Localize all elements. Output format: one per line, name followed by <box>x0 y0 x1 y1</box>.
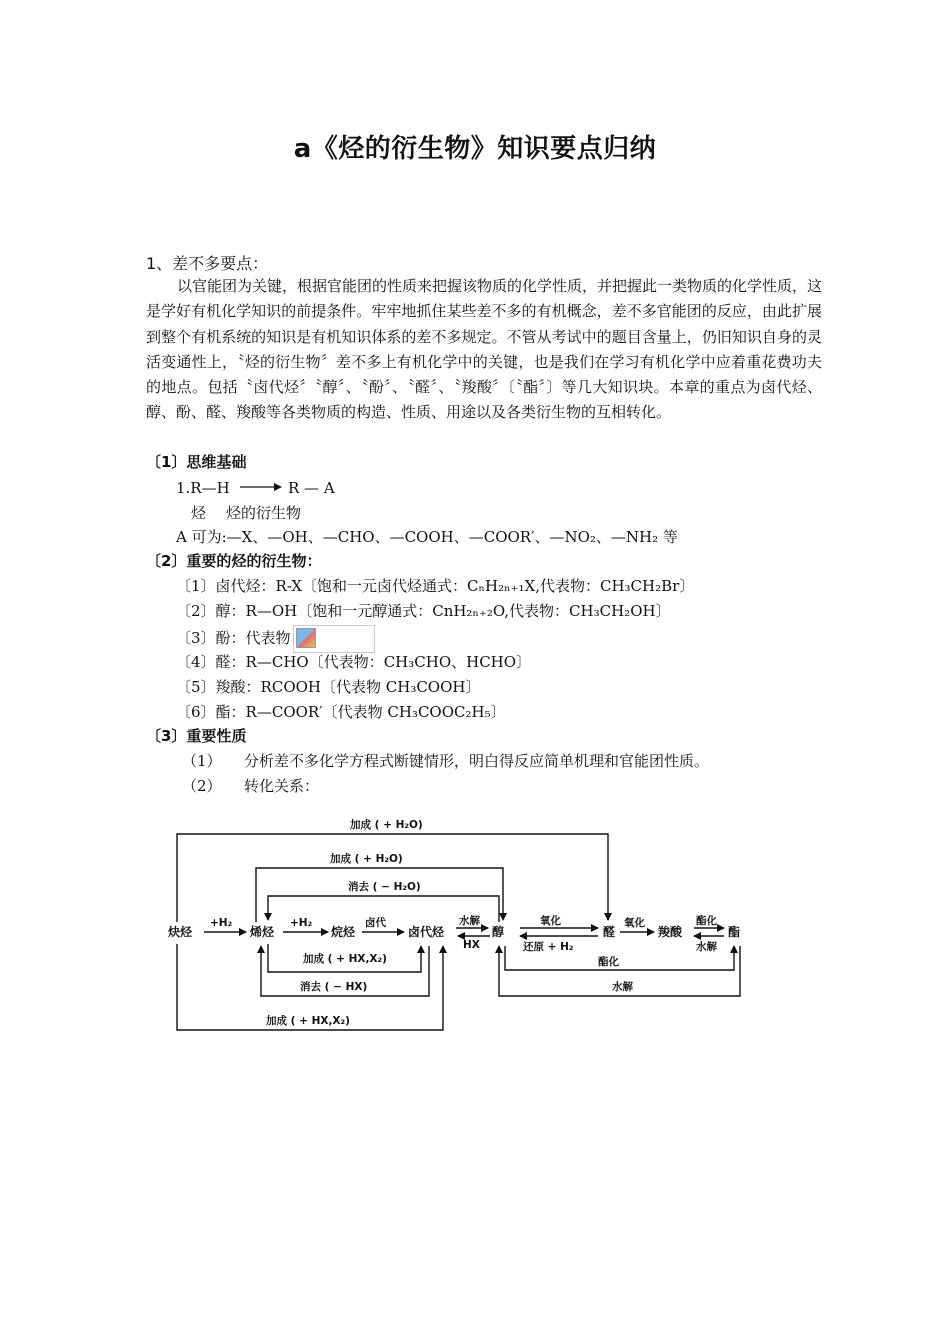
label-loop-eliminate-h2o: 消去 ( − H₂O) <box>348 881 421 893</box>
property-num: （1） <box>182 752 222 770</box>
derivative-item <box>176 625 375 653</box>
reaction-left: 1.R—H <box>176 479 230 497</box>
derivatives-heading: 〔2〕重要的烃的衍生物： <box>146 552 322 570</box>
properties-heading: 〔3〕重要性质 <box>146 727 247 745</box>
label-hx: HX <box>463 939 480 951</box>
node-alkene: 烯烃 <box>250 925 275 939</box>
label-esterification: 酯化 <box>696 915 717 927</box>
derivative-item: 〔2〕醇：R—OH〔饱和一元醇通式：CnH₂ₙ₊₂O,代表物：CH₃CH₂OH〕 <box>176 602 671 620</box>
label-oxidation-2: 氧化 <box>624 917 645 929</box>
property-num: （2） <box>182 777 222 795</box>
label-hydrolysis-2: 水解 <box>696 941 717 953</box>
node-ester: 酯 <box>728 925 741 939</box>
label-add-h2-2: +H₂ <box>290 917 313 929</box>
phenol-image-placeholder <box>293 625 375 653</box>
derivative-item: 〔5〕羧酸：RCOOH〔代表物 CH₃COOH〕 <box>176 678 481 696</box>
basis-heading: 〔1〕思维基础 <box>146 453 247 471</box>
label-derivative: 烃的衍生物 <box>226 504 302 522</box>
derivative-item: 〔4〕醛：R—CHO〔代表物：CH₃CHO、HCHO〕 <box>176 653 532 671</box>
label-hydrolysis: 水解 <box>459 915 480 927</box>
label-loop-add-hx-2: 加成 ( + HX,X₂) <box>266 1015 350 1027</box>
label-hydrocarbon: 烃 <box>191 504 207 522</box>
derivative-item-label: 〔3〕酚：代表物 <box>176 629 291 647</box>
page-title: a《烃的衍生物》知识要点归纳 <box>293 134 657 164</box>
label-loop-eliminate-hx: 消去 ( − HX) <box>300 981 368 993</box>
intro-paragraph: 以官能团为关键，根据官能团的性质来把握该物质的化学性质，并把握此一类物质的化学性质，这是学好有机化学知识的前提条件。牢牢地抓住某些差不多的有机概念，差不多官能团的反应，由此扩展到整个有机系统的知识是有机知识体系的差不多规定。不管从考试中的题目含量上，仍旧知识自身的灵活变通性上，〝烃的衍生物〞差不多上有机化学中的关键，也是我们在学习有机化学中应着重花费功夫的地点。包括〝卤代烃〞〝醇〞、〝酚〞、〝醛〞、〝羧酸〞〔〝酯〞〕等几大知识块。本章的重点为卤代烃、醇、酚、醛、羧酸等各类物质的构造、性质、用途以及各类衍生物的互相转化。 <box>146 277 823 422</box>
reaction-arrow <box>238 480 284 494</box>
label-halogenation: 卤代 <box>365 917 386 929</box>
label-loop-add-h2o-1: 加成 ( + H₂O) <box>350 819 423 831</box>
label-reduction: 还原 + H₂ <box>523 941 574 953</box>
reaction-right: R — A <box>288 479 335 497</box>
node-alkyne: 炔烃 <box>168 925 193 939</box>
label-loop-add-hx-1: 加成 ( + HX,X₂) <box>303 953 387 965</box>
property-text: 转化关系： <box>244 777 320 795</box>
label-add-h2-1: +H₂ <box>210 917 233 929</box>
node-halide: 卤代烃 <box>408 925 445 939</box>
label-loop-esterification: 酯化 <box>598 956 619 968</box>
section-heading: 1、差不多要点： <box>146 254 269 273</box>
property-text: 分析差不多化学方程式断键情形，明白得反应简单机理和官能团性质。 <box>244 752 710 770</box>
a-can-be: A 可为:—X、—OH、—CHO、—COOH、—COOR′、—NO₂、—NH₂ 等 <box>176 528 678 546</box>
label-loop-add-h2o-2: 加成 ( + H₂O) <box>330 853 403 865</box>
node-alkane: 烷烃 <box>331 925 356 939</box>
broken-image-icon <box>296 628 316 648</box>
node-aldehyde: 醛 <box>603 925 616 939</box>
node-carboxylic-acid: 羧酸 <box>658 925 683 939</box>
conversion-diagram <box>0 800 950 1040</box>
derivative-item: 〔6〕酯：R—COOR′〔代表物 CH₃COOC₂H₅〕 <box>176 703 506 721</box>
derivative-item: 〔1〕卤代烃：R-X〔饱和一元卤代烃通式：CₙH₂ₙ₊₁X,代表物：CH₃CH₂Br〕 <box>176 577 695 595</box>
node-alcohol: 醇 <box>492 925 505 939</box>
label-loop-hydrolysis: 水解 <box>612 981 633 993</box>
label-oxidation-1: 氧化 <box>540 915 561 927</box>
